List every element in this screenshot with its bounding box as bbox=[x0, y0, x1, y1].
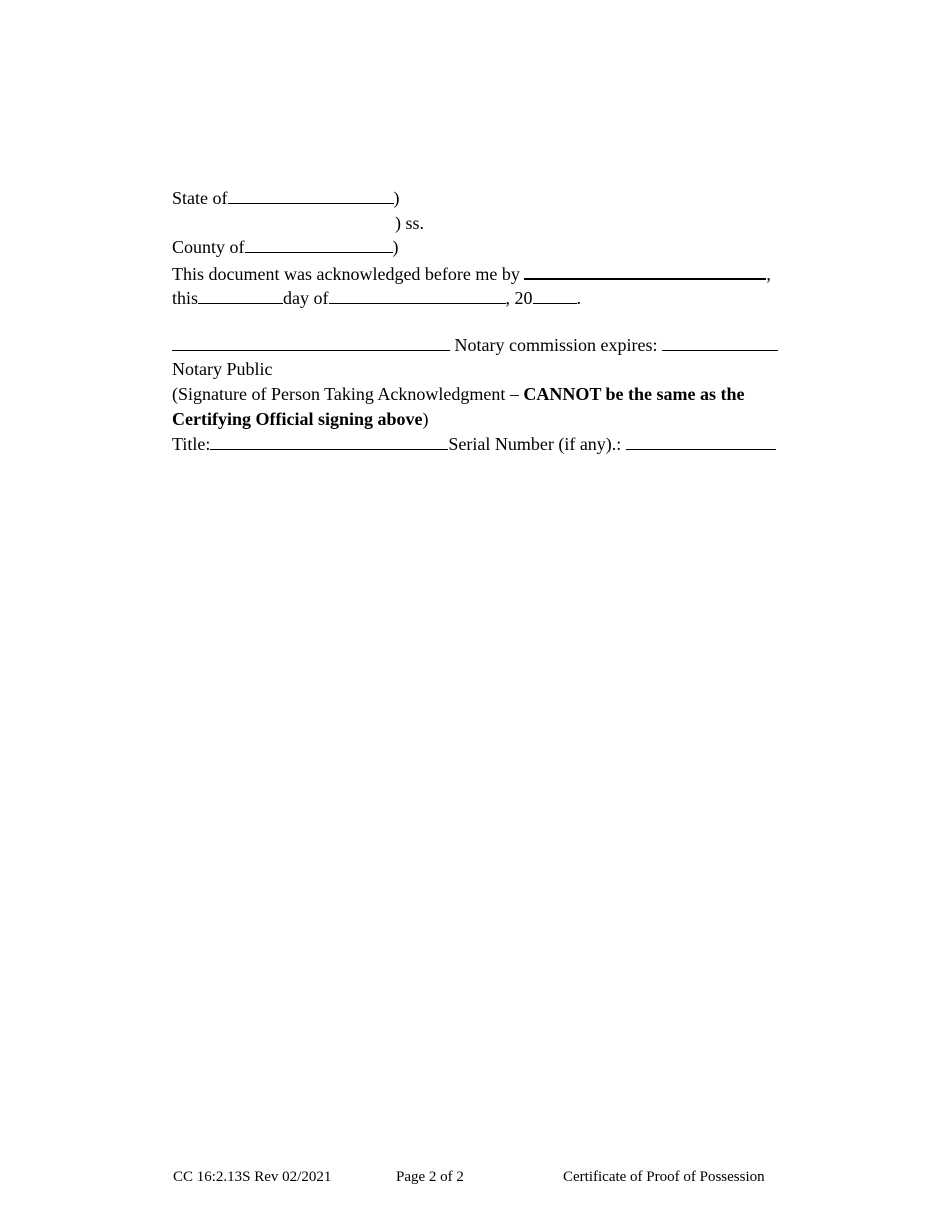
this-label: this bbox=[172, 288, 199, 308]
state-paren: ) bbox=[393, 188, 400, 208]
serial-number-field[interactable] bbox=[626, 433, 776, 450]
county-label: County of bbox=[172, 237, 245, 257]
acknowledged-line bbox=[172, 262, 771, 285]
acknowledged-text: This document was acknowledged before me by bbox=[172, 264, 520, 284]
month-field[interactable] bbox=[329, 287, 506, 304]
signature-note-bold-1: CANNOT be the same as the bbox=[523, 384, 745, 404]
commission-expires-field[interactable] bbox=[662, 334, 778, 351]
ss-line bbox=[395, 212, 424, 234]
serial-label: Serial Number (if any).: bbox=[448, 434, 622, 454]
signature-note-close: ) bbox=[422, 409, 429, 429]
day-field[interactable] bbox=[198, 287, 283, 304]
signature-line bbox=[172, 334, 778, 356]
state-line bbox=[172, 187, 400, 209]
day-of-label: day of bbox=[283, 288, 329, 308]
county-field[interactable] bbox=[245, 236, 393, 253]
title-serial-line bbox=[172, 433, 776, 455]
footer-document-title: Certificate of Proof of Possession bbox=[563, 1169, 765, 1185]
signature-note-bold-2: Certifying Official signing above bbox=[172, 409, 423, 429]
footer-form-id: CC 16:2.13S Rev 02/2021 bbox=[173, 1169, 332, 1185]
ss-label: ) ss. bbox=[395, 213, 425, 233]
date-period: . bbox=[576, 288, 581, 308]
notary-public-label: Notary Public bbox=[172, 359, 273, 379]
date-line bbox=[172, 287, 581, 309]
footer-page-number: Page 2 of 2 bbox=[396, 1169, 464, 1185]
signature-note-line-2 bbox=[172, 408, 429, 430]
year-field[interactable] bbox=[533, 287, 577, 304]
commission-label: Notary commission expires: bbox=[454, 335, 658, 355]
county-paren: ) bbox=[392, 237, 399, 257]
year-prefix: , 20 bbox=[505, 288, 533, 308]
title-field[interactable] bbox=[210, 433, 448, 450]
acknowledger-name-field[interactable] bbox=[524, 262, 766, 280]
signature-note-line-1 bbox=[172, 383, 745, 405]
county-line bbox=[172, 236, 399, 258]
notary-signature-field[interactable] bbox=[172, 334, 450, 351]
state-field[interactable] bbox=[228, 187, 394, 204]
title-label: Title: bbox=[172, 434, 211, 454]
acknowledged-comma: , bbox=[766, 264, 771, 284]
notary-public-line bbox=[172, 358, 273, 380]
signature-note-open: (Signature of Person Taking Acknowledgment – bbox=[172, 384, 524, 404]
state-label: State of bbox=[172, 188, 228, 208]
